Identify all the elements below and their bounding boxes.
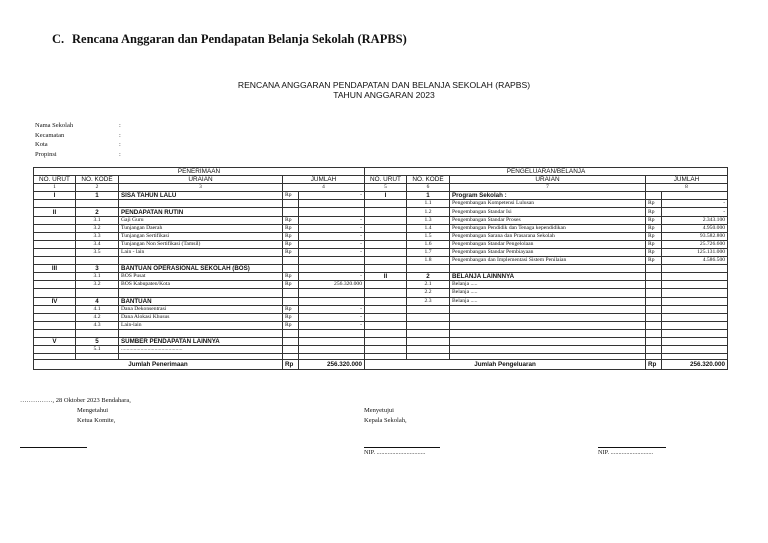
left-currency: Rp — [283, 232, 299, 240]
left-jumlah — [299, 297, 365, 305]
table-row — [34, 305, 728, 313]
right-jumlah: - — [662, 200, 728, 208]
right-uraian: Belanja ..... — [450, 281, 646, 289]
table-row — [34, 240, 728, 248]
kepala-sekolah-text: Kepala Sekolah, — [364, 417, 407, 424]
table-row — [34, 313, 728, 321]
left-jumlah — [299, 329, 365, 337]
right-no-kode — [407, 305, 450, 313]
right-no-urut — [365, 248, 407, 256]
right-no-urut — [365, 337, 407, 345]
table-row — [34, 192, 728, 200]
left-currency: Rp — [283, 305, 299, 313]
mengetahui-label — [77, 406, 115, 426]
right-no-urut — [365, 216, 407, 224]
left-jumlah — [299, 257, 365, 265]
left-no-urut — [34, 313, 76, 321]
document-heading — [0, 80, 768, 100]
left-currency: Rp — [283, 192, 299, 200]
right-currency: Rp — [646, 257, 662, 265]
right-no-kode: 2.3 — [407, 297, 450, 305]
right-no-kode — [407, 265, 450, 273]
left-no-kode: 3.1 — [76, 273, 119, 281]
right-uraian — [450, 321, 646, 329]
right-no-kode — [407, 321, 450, 329]
column-number: 1 — [34, 184, 76, 192]
right-no-urut — [365, 208, 407, 216]
right-currency — [646, 337, 662, 345]
right-uraian: BELANJA LAINNNYA — [450, 273, 646, 281]
left-jumlah: - — [299, 224, 365, 232]
identity-colon: : — [119, 150, 121, 158]
right-uraian: Belanja ..... — [450, 297, 646, 305]
left-no-urut: III — [34, 265, 76, 273]
left-currency — [283, 200, 299, 208]
left-no-kode — [76, 329, 119, 337]
table-row — [34, 248, 728, 256]
left-jumlah — [299, 265, 365, 273]
right-jumlah — [662, 329, 728, 337]
left-jumlah — [299, 200, 365, 208]
table-row — [34, 224, 728, 232]
left-jumlah: - — [299, 192, 365, 200]
left-uraian — [119, 289, 283, 297]
right-no-kode: 1.5 — [407, 232, 450, 240]
left-currency — [283, 257, 299, 265]
left-jumlah: - — [299, 248, 365, 256]
identity-label: Propinsi — [35, 150, 57, 158]
section-letter: C. — [52, 32, 65, 46]
kepala-signature-line — [364, 447, 440, 448]
left-no-urut — [34, 321, 76, 329]
left-uraian: ............................................ — [119, 346, 283, 354]
left-no-kode: 2 — [76, 208, 119, 216]
left-currency: Rp — [283, 273, 299, 281]
left-currency: Rp — [283, 248, 299, 256]
left-uraian — [119, 329, 283, 337]
right-uraian — [450, 305, 646, 313]
left-no-urut: I — [34, 192, 76, 200]
left-currency: Rp — [283, 313, 299, 321]
left-uraian: Lain-lain — [119, 321, 283, 329]
column-number: 7 — [450, 184, 646, 192]
table-row — [34, 200, 728, 208]
total-pengeluaran-label: Jumlah Pengeluaran — [365, 360, 646, 370]
right-no-urut — [365, 265, 407, 273]
right-no-kode: 2 — [407, 273, 450, 281]
identity-label: Nama Sekolah — [35, 122, 74, 129]
left-uraian: BOS Kabupaten/Kota — [119, 281, 283, 289]
left-uraian — [119, 200, 283, 208]
total-pengeluaran-value: 256.320.000 — [662, 360, 728, 370]
right-uraian: Program Sekolah : — [450, 192, 646, 200]
column-number: 2 — [76, 184, 119, 192]
left-no-urut — [34, 257, 76, 265]
table-row — [34, 216, 728, 224]
right-no-urut — [365, 297, 407, 305]
table-row — [34, 321, 728, 329]
right-no-urut — [365, 224, 407, 232]
right-no-urut — [365, 305, 407, 313]
left-uraian: Dana Dekonsentrasi — [119, 305, 283, 313]
left-jumlah — [299, 208, 365, 216]
right-jumlah — [662, 289, 728, 297]
right-jumlah — [662, 313, 728, 321]
right-uraian: Belanja ..... — [450, 289, 646, 297]
right-no-urut — [365, 240, 407, 248]
column-number: 3 — [119, 184, 283, 192]
section-title — [52, 32, 407, 47]
right-no-kode: 1.6 — [407, 240, 450, 248]
right-no-kode: 1 — [407, 192, 450, 200]
pengeluaran-header: PENGELUARAN/BELANJA — [365, 168, 728, 176]
right-uraian: Pengembangan Standar Proses — [450, 216, 646, 224]
school-identity — [35, 122, 121, 160]
left-jumlah: - — [299, 273, 365, 281]
right-jumlah — [662, 337, 728, 345]
header-uraian: URAIAN — [450, 176, 646, 184]
right-uraian — [450, 313, 646, 321]
right-no-urut: I — [365, 192, 407, 200]
right-no-urut — [365, 313, 407, 321]
right-jumlah: 2.343.100 — [662, 216, 728, 224]
right-uraian: Pengembangan Pendidik dan Tenaga kependidikan — [450, 224, 646, 232]
right-no-kode — [407, 337, 450, 345]
right-currency — [646, 329, 662, 337]
right-no-kode: 1.7 — [407, 248, 450, 256]
table-row — [34, 273, 728, 281]
left-jumlah: - — [299, 321, 365, 329]
right-uraian — [450, 265, 646, 273]
right-no-urut — [365, 321, 407, 329]
right-currency: Rp — [646, 232, 662, 240]
mengetahui-text: Mengetahui — [77, 407, 109, 414]
identity-label: Kecamatan — [35, 131, 65, 139]
header-no-kode: NO. KODE — [407, 176, 450, 184]
left-no-kode — [76, 289, 119, 297]
column-number: 6 — [407, 184, 450, 192]
left-no-urut — [34, 232, 76, 240]
right-no-kode — [407, 329, 450, 337]
right-no-kode — [407, 313, 450, 321]
header-jumlah: JUMLAH — [283, 176, 365, 184]
identity-row — [35, 122, 121, 132]
left-jumlah: - — [299, 240, 365, 248]
left-no-kode — [76, 257, 119, 265]
left-no-urut: V — [34, 337, 76, 345]
nip-kepala-sekolah: NIP. ............................... — [364, 449, 426, 456]
nip-bendahara: NIP. ........................... — [598, 449, 654, 456]
header-no-kode: NO. KODE — [76, 176, 119, 184]
right-currency — [646, 297, 662, 305]
right-currency: Rp — [646, 248, 662, 256]
left-currency: Rp — [283, 224, 299, 232]
left-currency — [283, 289, 299, 297]
right-jumlah: 4.950.000 — [662, 224, 728, 232]
left-no-urut — [34, 273, 76, 281]
right-no-urut — [365, 329, 407, 337]
left-no-urut — [34, 200, 76, 208]
left-currency: Rp — [283, 281, 299, 289]
left-no-kode: 1 — [76, 192, 119, 200]
left-no-kode: 3.2 — [76, 224, 119, 232]
identity-row — [35, 131, 121, 142]
right-jumlah: 125.131.000 — [662, 248, 728, 256]
left-uraian: BANTUAN — [119, 297, 283, 305]
left-currency: Rp — [283, 321, 299, 329]
header-uraian: URAIAN — [119, 176, 283, 184]
column-header-row — [34, 176, 728, 184]
left-jumlah: - — [299, 232, 365, 240]
menyetujui-text: Menyetujui — [364, 407, 394, 414]
total-penerimaan-value: 256.320.000 — [299, 360, 365, 370]
right-jumlah — [662, 273, 728, 281]
right-currency — [646, 281, 662, 289]
left-currency — [283, 337, 299, 345]
identity-colon: : — [119, 131, 121, 139]
header-no-urut: NO. URUT — [34, 176, 76, 184]
group-header-row — [34, 168, 728, 176]
right-currency — [646, 265, 662, 273]
left-no-kode: 4.2 — [76, 313, 119, 321]
left-uraian — [119, 257, 283, 265]
left-jumlah — [299, 289, 365, 297]
rapbs-table — [33, 167, 728, 370]
right-no-kode: 1.1 — [407, 200, 450, 208]
left-no-urut: II — [34, 208, 76, 216]
left-no-urut — [34, 224, 76, 232]
menyetujui-label — [364, 406, 407, 426]
right-no-kode — [407, 346, 450, 354]
right-currency — [646, 313, 662, 321]
right-uraian: Pengembangan Standar Isi — [450, 208, 646, 216]
right-currency: Rp — [646, 240, 662, 248]
left-uraian: Gaji Guru — [119, 216, 283, 224]
column-number: 8 — [646, 184, 728, 192]
right-currency: Rp — [646, 200, 662, 208]
bendahara-signature-line — [598, 447, 666, 448]
header-jumlah: JUMLAH — [646, 176, 728, 184]
left-no-urut — [34, 248, 76, 256]
left-no-kode: 4 — [76, 297, 119, 305]
right-jumlah — [662, 281, 728, 289]
right-no-kode: 1.2 — [407, 208, 450, 216]
right-no-urut — [365, 346, 407, 354]
right-no-kode: 1.4 — [407, 224, 450, 232]
left-no-kode: 4.1 — [76, 305, 119, 313]
left-jumlah — [299, 346, 365, 354]
right-currency: Rp — [646, 208, 662, 216]
left-currency — [283, 208, 299, 216]
left-uraian: Tunjangan Daerah — [119, 224, 283, 232]
right-uraian — [450, 346, 646, 354]
table-row — [34, 346, 728, 354]
right-jumlah: - — [662, 208, 728, 216]
left-uraian: BOS Pusat — [119, 273, 283, 281]
left-uraian: Dana Alokasi Khusus — [119, 313, 283, 321]
right-no-kode: 1.3 — [407, 216, 450, 224]
left-jumlah — [299, 337, 365, 345]
komite-signature-line — [20, 447, 87, 448]
table-row — [34, 257, 728, 265]
left-jumlah: 256.320.000 — [299, 281, 365, 289]
right-uraian: Pengembangan Standar Pengelolaan — [450, 240, 646, 248]
left-no-urut — [34, 346, 76, 354]
right-no-urut — [365, 281, 407, 289]
total-penerimaan-label: Jumlah Penerimaan — [34, 360, 283, 370]
right-jumlah — [662, 297, 728, 305]
right-jumlah — [662, 305, 728, 313]
right-no-kode: 1.8 — [407, 257, 450, 265]
right-uraian — [450, 329, 646, 337]
left-uraian: Lain - lain — [119, 248, 283, 256]
left-currency — [283, 265, 299, 273]
left-jumlah: - — [299, 305, 365, 313]
right-jumlah: 4.586.500 — [662, 257, 728, 265]
date-bendahara-line: ……………, 28 Oktober 2023 Bendahara, — [20, 397, 131, 404]
column-number-row — [34, 184, 728, 192]
right-uraian: Pengembangan Sarana dan Prasarana Sekolah — [450, 232, 646, 240]
left-no-urut — [34, 216, 76, 224]
right-currency — [646, 289, 662, 297]
left-no-kode — [76, 200, 119, 208]
table-row — [34, 265, 728, 273]
right-uraian — [450, 337, 646, 345]
right-currency: Rp — [646, 216, 662, 224]
table-row — [34, 232, 728, 240]
right-currency — [646, 273, 662, 281]
total-row — [34, 360, 728, 370]
left-no-kode: 3.1 — [76, 216, 119, 224]
right-no-kode: 2.2 — [407, 289, 450, 297]
heading-line-1: RENCANA ANGGARAN PENDAPATAN DAN BELANJA SEKOLAH (RAPBS) — [237, 80, 531, 90]
left-currency: Rp — [283, 216, 299, 224]
column-number: 5 — [365, 184, 407, 192]
right-jumlah: 93.582.800 — [662, 232, 728, 240]
table-row — [34, 208, 728, 216]
right-jumlah: 25.726.600 — [662, 240, 728, 248]
section-title-text: Rencana Anggaran dan Pendapatan Belanja Sekolah (RAPBS) — [72, 32, 407, 46]
left-no-urut — [34, 240, 76, 248]
identity-colon: : — [119, 141, 121, 149]
left-currency — [283, 297, 299, 305]
total-pengeluaran-currency: Rp — [646, 360, 662, 370]
right-no-urut: II — [365, 273, 407, 281]
left-currency — [283, 346, 299, 354]
table-row — [34, 289, 728, 297]
left-currency: Rp — [283, 240, 299, 248]
table-row — [34, 297, 728, 305]
left-currency — [283, 329, 299, 337]
penerimaan-header: PENERIMAAN — [34, 168, 365, 176]
right-jumlah — [662, 192, 728, 200]
left-uraian: BANTUAN OPERASIONAL SEKOLAH (BOS) — [119, 265, 283, 273]
left-jumlah: - — [299, 216, 365, 224]
table-row — [34, 337, 728, 345]
identity-row — [35, 141, 121, 151]
right-no-urut — [365, 289, 407, 297]
right-currency — [646, 346, 662, 354]
left-uraian: SISA TAHUN LALU — [119, 192, 283, 200]
left-uraian: Tunjangan Non Sertifikasi (Tamsil) — [119, 240, 283, 248]
left-no-urut — [34, 329, 76, 337]
left-no-urut — [34, 305, 76, 313]
total-penerimaan-currency: Rp — [283, 360, 299, 370]
left-no-kode: 3 — [76, 265, 119, 273]
left-uraian: Tunjangan Sertifikasi — [119, 232, 283, 240]
left-no-kode: 3.5 — [76, 248, 119, 256]
right-jumlah — [662, 321, 728, 329]
identity-label: Kota — [35, 141, 48, 149]
left-no-kode: 3.3 — [76, 232, 119, 240]
right-uraian: Pengembangan dan Implementasi Sistem Penilaian — [450, 257, 646, 265]
right-currency — [646, 305, 662, 313]
left-no-kode: 3.4 — [76, 240, 119, 248]
left-no-urut — [34, 289, 76, 297]
table-row — [34, 329, 728, 337]
right-no-urut — [365, 200, 407, 208]
left-no-urut: IV — [34, 297, 76, 305]
left-jumlah: - — [299, 313, 365, 321]
header-no-urut: NO. URUT — [365, 176, 407, 184]
right-jumlah — [662, 265, 728, 273]
right-jumlah — [662, 346, 728, 354]
table-row — [34, 281, 728, 289]
right-currency: Rp — [646, 224, 662, 232]
right-currency — [646, 321, 662, 329]
left-no-kode: 4.3 — [76, 321, 119, 329]
right-uraian: Pengembangan Kompetensi Lulusan — [450, 200, 646, 208]
right-currency — [646, 192, 662, 200]
heading-line-2: TAHUN ANGGARAN 2023 — [333, 90, 435, 100]
right-no-urut — [365, 232, 407, 240]
identity-colon: : — [119, 122, 121, 129]
right-no-urut — [365, 257, 407, 265]
ketua-komite-text: Ketua Komite, — [77, 417, 116, 424]
left-no-kode: 5 — [76, 337, 119, 345]
identity-row — [35, 150, 121, 161]
right-uraian: Pengembangan Standar Pembiayaan — [450, 248, 646, 256]
left-uraian: PENDAPATAN RUTIN — [119, 208, 283, 216]
right-no-kode: 2.1 — [407, 281, 450, 289]
left-no-urut — [34, 281, 76, 289]
left-no-kode: 5.1 — [76, 346, 119, 354]
left-uraian: SUMBER PENDAPATAN LAINNYA — [119, 337, 283, 345]
left-no-kode: 3.2 — [76, 281, 119, 289]
column-number: 4 — [283, 184, 365, 192]
